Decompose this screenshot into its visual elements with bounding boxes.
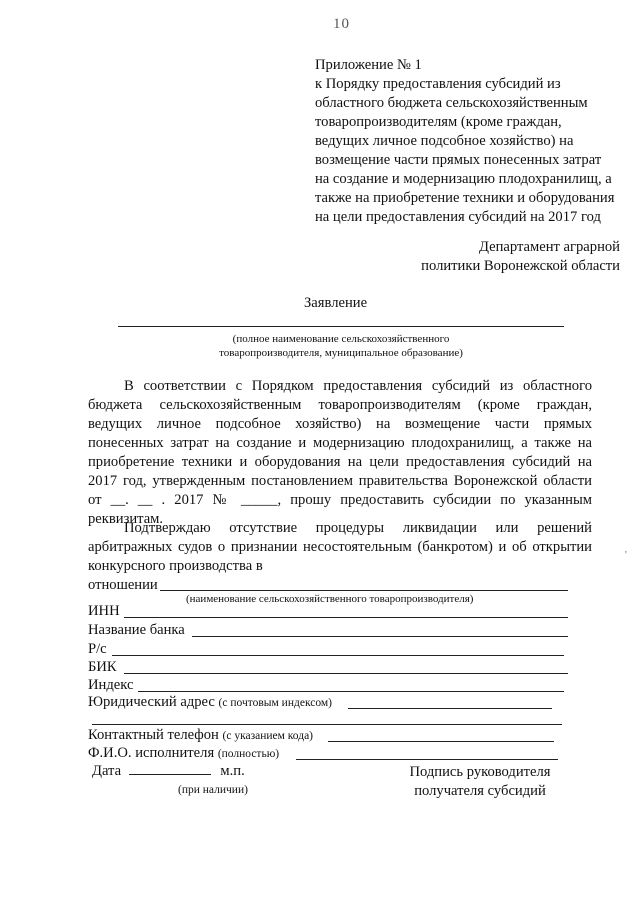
applicant-caption-line1: (полное наименование сельскохозяйственного: [232, 333, 450, 345]
inn-field[interactable]: [124, 617, 568, 618]
address-label: [88, 694, 332, 711]
appendix-title: Приложение № 1: [315, 57, 422, 73]
address-note: (с почтовым индексом): [218, 697, 332, 709]
bank-field[interactable]: [192, 636, 568, 637]
phone-field[interactable]: [328, 741, 554, 742]
appendix-text: к Порядку предоставления субсидий из областного бюджета сельскохозяйственным товаропроизводителям (кроме граждан, ведущих личное подсобное хозяйство) на возмещение части прямых понесенных затрат на создание и модернизацию плодохранилищ, а также на приобретение техники и оборудования на цели предоставления субсидий на 2017 год: [315, 76, 615, 225]
account-label: Р/с: [88, 641, 107, 657]
paragraph-request: В соответствии с Порядком предоставления субсидий из областного бюджета сельскохозяйственным товаропроизводителям (кроме граждан, ведущих личное подсобное хозяйство) на возмещение части прямых понесенных затрат на создание и модернизацию плодохранилищ, а также на приобретение техники и оборудования на цели предоставления субсидий на 2017 год, утвержденным постановлением правительства Воронежской области от __. __ . 2017 № _____, прошу предоставить субсидии по указанным реквизитам.: [88, 378, 592, 527]
index-field[interactable]: [138, 691, 564, 692]
date-label: Дата: [92, 763, 122, 779]
executor-field[interactable]: [296, 759, 558, 760]
statement-title: Заявление: [304, 295, 368, 311]
signer-line2: получателя субсидий: [414, 783, 546, 799]
date-seal-row: [92, 763, 245, 780]
department-line1: Департамент аграрной: [478, 239, 620, 255]
executor-note: (полностью): [217, 748, 280, 760]
inn-label: ИНН: [88, 603, 120, 619]
address-field[interactable]: [348, 708, 552, 709]
phone-label-text: Контактный телефон: [88, 727, 219, 743]
phone-note: (с указанием кода): [222, 730, 314, 742]
applicant-caption: [196, 332, 486, 360]
account-field[interactable]: [112, 655, 564, 656]
date-field[interactable]: [129, 774, 211, 775]
bik-field[interactable]: [124, 673, 568, 674]
applicant-name-line[interactable]: [118, 326, 564, 327]
relation-label: отношении: [88, 577, 158, 593]
department-line2: политики Воронежской области: [421, 258, 620, 274]
bank-label: Название банка: [88, 622, 185, 638]
producer-caption: (наименование сельскохозяйственного товаропроизводителя): [186, 593, 474, 605]
phone-label: [88, 727, 313, 744]
executor-label-text: Ф.И.О. исполнителя: [88, 745, 215, 761]
seal-label: м.п.: [220, 763, 245, 779]
margin-mark: ': [625, 550, 627, 561]
department-addressee: [370, 238, 620, 276]
applicant-caption-line2: товаропроизводителя, муниципальное образование): [219, 347, 463, 359]
producer-name-line[interactable]: [160, 590, 568, 591]
signer-line1: Подпись руководителя: [409, 764, 551, 780]
signature-block: [395, 763, 565, 801]
paragraph-confirmation: Подтверждаю отсутствие процедуры ликвидации или решений арбитражных судов о признании несостоятельным (банкротом) и об открытии конкурсного производства в: [88, 520, 592, 574]
appendix-block: [315, 56, 615, 227]
bik-label: БИК: [88, 659, 117, 675]
page-number: 10: [333, 16, 350, 32]
address-label-text: Юридический адрес: [88, 694, 215, 710]
index-label: Индекс: [88, 677, 134, 693]
seal-note: (при наличии): [178, 784, 248, 796]
address-field-line2[interactable]: [92, 724, 562, 725]
executor-label: [88, 745, 279, 762]
